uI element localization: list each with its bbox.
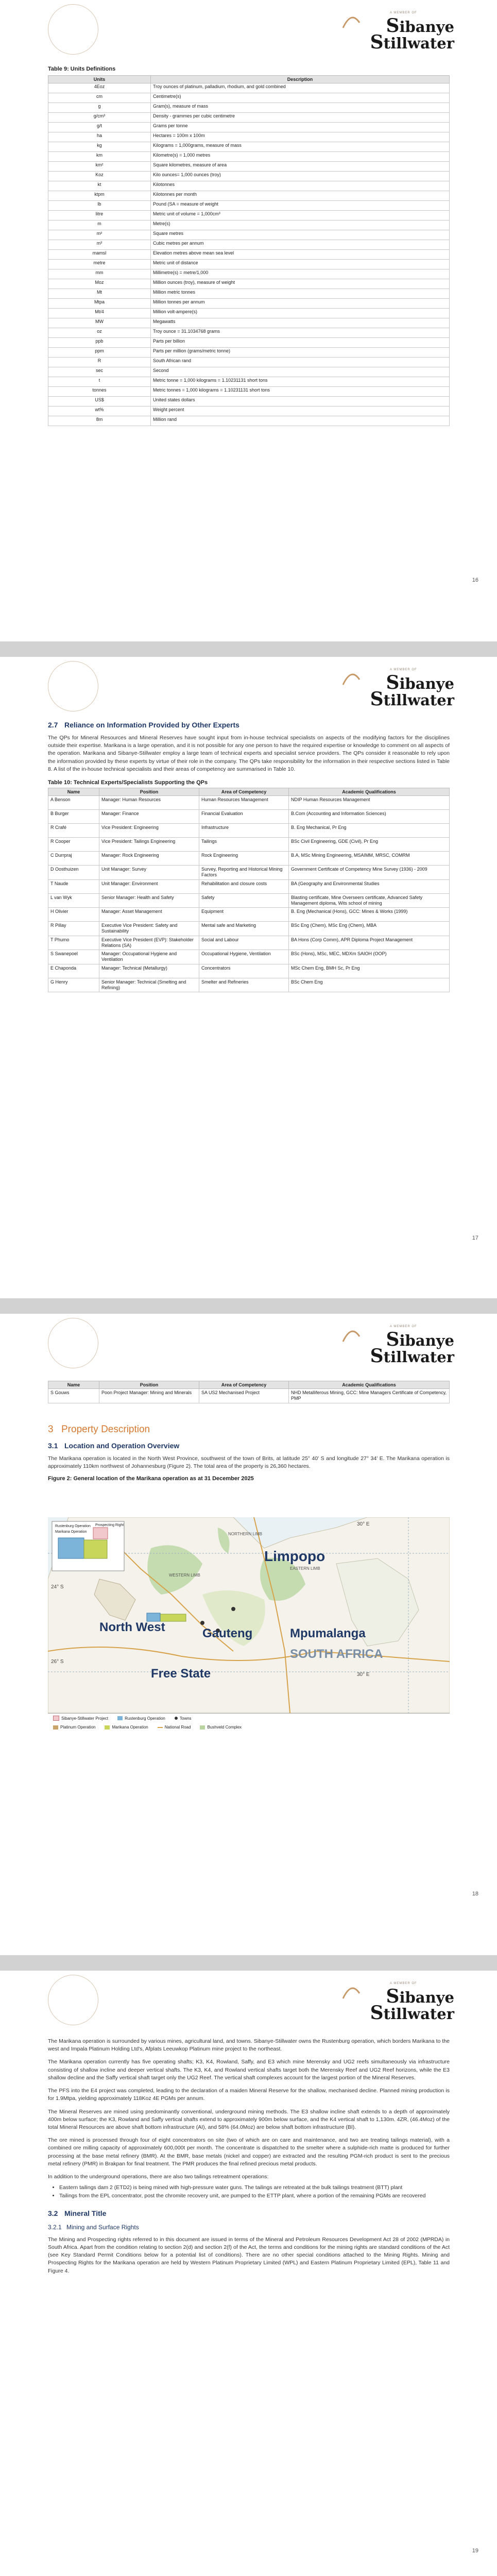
table-row — [48, 250, 450, 260]
table-cell: Million metric tonnes — [151, 289, 450, 299]
logo-cap-s2: S — [370, 2002, 384, 2024]
subsection-number: 3.2.1 — [48, 2223, 62, 2231]
table-cell: km — [48, 152, 151, 162]
column-header: Area of Competency — [199, 1381, 289, 1389]
table-cell: Cubic metres per annum — [151, 240, 450, 250]
list-item: • Tailings from the EPL concentrator, post the chromite recovery unit, are pumped to the ETTP plant, where a portion of the remaining PGMs are recovered — [59, 2192, 450, 2200]
inset-label-rustenburg: Rustenburg Operation — [55, 1524, 91, 1528]
column-header: Name — [48, 1381, 99, 1389]
table-cell: ppb — [48, 338, 151, 348]
table-cell: BA (Geography and Environmental Studies — [289, 879, 450, 893]
table-cell: t — [48, 377, 151, 387]
column-header: Description — [151, 76, 450, 83]
logo-word-stillwater: tillwater — [383, 35, 454, 52]
table-cell: lb — [48, 201, 151, 211]
table-cell: Mt/4 — [48, 309, 151, 318]
table-cell: m — [48, 221, 151, 230]
table-cell: Infrastructure — [199, 824, 289, 838]
table-row — [48, 279, 450, 289]
units-table — [48, 75, 450, 426]
table-cell: sec — [48, 367, 151, 377]
table-cell: BSc Civil Engineering, GDE (Civil), Pr Eng — [289, 838, 450, 852]
page-corner-circle — [48, 661, 98, 711]
logo-word-sibanye: ibanye — [399, 18, 454, 36]
table-cell: NDIP Human Resources Management — [289, 796, 450, 810]
page-corner-circle — [48, 4, 98, 55]
table-row — [48, 328, 450, 338]
legend-swatch — [117, 1716, 123, 1720]
table-cell: Tailings — [199, 838, 289, 852]
table-cell: Metric unit of volume = 1,000cm³ — [151, 211, 450, 221]
legend-swatch — [53, 1716, 59, 1721]
table-row — [48, 269, 450, 279]
table-cell: Million rand — [151, 416, 450, 426]
table-row — [48, 93, 450, 103]
table-row — [48, 240, 450, 250]
table-cell: oz — [48, 328, 151, 338]
table-row — [48, 964, 450, 978]
table-row — [48, 83, 450, 93]
table-cell: B Burger — [48, 810, 99, 824]
table-cell: B.Com (Accounting and Information Sciences) — [289, 810, 450, 824]
table-cell: A Benson — [48, 796, 99, 810]
table-cell: South African rand — [151, 358, 450, 367]
table-row — [48, 181, 450, 191]
table-row — [48, 367, 450, 377]
table-cell: Million tonnes per annum — [151, 299, 450, 309]
table-cell: Hectares = 100m x 100m — [151, 132, 450, 142]
logo-word-sibanye: ibanye — [399, 1989, 454, 2006]
table-cell: Vice President: Engineering — [99, 824, 199, 838]
logo-word-sibanye: ibanye — [399, 1332, 454, 1349]
table-cell: NHD Metalliferous Mining, GCC: Mine Managers Certificate of Competency, PMP — [289, 1389, 450, 1403]
paragraph: The PFS into the E4 project was completed, leading to the declaration of a maiden Mineral Reserve for the shallow, mechanised decline. Planned mining production is for 1.9Mtpa, yielding approximately 118Koz 4E PGMs per annum. — [48, 2088, 450, 2102]
legend-label: Sibanye-Stillwater Project — [61, 1716, 109, 1721]
table-row — [48, 103, 450, 113]
table-cell: Safety — [199, 893, 289, 908]
logo-cap-s1: S — [386, 1986, 400, 2007]
table-cell: cm — [48, 93, 151, 103]
table-cell: Weight percent — [151, 406, 450, 416]
section-paragraph: The Marikana operation is located in the North West Province, southwest of the town of Brits, at latitude 25° 40' S and longitude 27° 34' E. The Marikana operation is approximately 110km northwest of Johannesburg (Figure 2). The total area of the property is 26,360 hectares. — [48, 1455, 450, 1469]
bullet-list — [48, 2184, 450, 2199]
table-cell: B. Eng (Mechanical (Hons), GCC: Mines & Works (1999) — [289, 908, 450, 922]
section-paragraph: The QPs for Mineral Resources and Mineral Reserves have sought input from in-house technical specialists on aspects of the modifying factors for the disciplines outside their expertise. Marikana is a large operation, and it is not possible for any one person to have the required expertise or knowledge to comment on all aspects of the operation. Marikana and Sibanye-Stillwater employ a large team of technical experts and specialist service providers. The QPs consider it reasonable to rely upon the information provided by these experts by virtue of their role in the company. The QPs take responsibility for the information in their respective sections listed in Table 8. A list of the in-house technical specialists and their areas of competency are summarised in Table 10. — [48, 735, 450, 772]
paragraph: The ore mined is processed through four of eight concentrators on site (two of which are on care and maintenance, and two are treating tailings material), with a combined ore milling capacity of approximately 600,000t per month. The concentrate is dispatched to the smelter where a sulphide-rich matte is produced for further processing at the base metal refinery (BMR). At the BMR, base metals (nickel and copper) are extracted and the resulting PGM-rich product is sent to the precious metal refinery (PMR) in Brakpan for final treatment. The PMR produces the final refined precious metal products. — [48, 2137, 450, 2167]
table-cell: T Naude — [48, 879, 99, 893]
table-cell: Kilograms = 1,000grams, measure of mass — [151, 142, 450, 152]
table-cell: Koz — [48, 172, 151, 181]
table-row — [48, 908, 450, 922]
logo-cap-s2: S — [370, 31, 384, 53]
page-16 — [0, 0, 497, 641]
table-title: Table 10: Technical Experts/Specialists Supporting the QPs — [48, 779, 208, 786]
table-row — [48, 211, 450, 221]
table-cell: 8m — [48, 416, 151, 426]
page-number: 19 — [472, 2548, 478, 2554]
table-row — [48, 950, 450, 964]
table-cell: Troy ounces of platinum, palladium, rhodium, and gold combined — [151, 83, 450, 93]
logo-cap-s1: S — [386, 15, 400, 37]
logo-tagline: A MEMBER OF — [390, 1982, 417, 1985]
table-cell: Metre(s) — [151, 221, 450, 230]
table-cell: ppm — [48, 348, 151, 358]
table-row — [48, 299, 450, 309]
table-row — [48, 152, 450, 162]
table-cell: Grams per tonne — [151, 123, 450, 132]
table-cell: Density - grammes per cubic centimetre — [151, 113, 450, 123]
table-cell: Kilotonnes per month — [151, 191, 450, 201]
page-number: 18 — [472, 1891, 478, 1897]
legend-swatch — [175, 1717, 178, 1720]
table-cell: ha — [48, 132, 151, 142]
table-row — [48, 162, 450, 172]
page-17 — [0, 657, 497, 1298]
table-cell: MSc Chem Eng, BMH Sc, Pr Eng — [289, 964, 450, 978]
table-row — [48, 397, 450, 406]
figure-title: Figure 2: General location of the Marikana operation as at 31 December 2025 — [48, 1475, 254, 1482]
table-row — [48, 123, 450, 132]
table-cell: Manager: Occupational Hygiene and Ventilation — [99, 950, 199, 964]
table-cell: Survey, Reporting and Historical Mining Factors — [199, 866, 289, 880]
coord-label: 30° E — [357, 1521, 370, 1527]
logo-arc-icon — [341, 12, 362, 33]
table-row — [48, 113, 450, 123]
table-row — [48, 221, 450, 230]
chapter-title: Property Description — [61, 1423, 150, 1435]
inset-label-marikana: Marikana Operation — [55, 1530, 87, 1534]
location-map — [48, 1517, 450, 1739]
table-cell: Megawatts — [151, 318, 450, 328]
table-cell: R — [48, 358, 151, 367]
table-row — [48, 348, 450, 358]
region-mpumalanga: Mpumalanga — [290, 1626, 366, 1640]
table-cell: BA Hons (Corp Comm), APR Diploma Project Management — [289, 936, 450, 950]
table-cell: R Crafé — [48, 824, 99, 838]
table-row — [48, 824, 450, 838]
table-row — [48, 810, 450, 824]
label-eastern-limb: EASTERN LIMB — [290, 1566, 320, 1571]
logo-word-stillwater: tillwater — [383, 2005, 454, 2023]
label-western-limb: WESTERN LIMB — [169, 1573, 200, 1578]
town-marker — [200, 1621, 204, 1625]
table-cell: litre — [48, 211, 151, 221]
table-row — [48, 172, 450, 181]
legend-label: Bushveld Complex — [207, 1725, 242, 1730]
column-header: Position — [99, 1381, 199, 1389]
legend-label: Towns — [179, 1716, 192, 1721]
table-cell: wt% — [48, 406, 151, 416]
sibanye-stillwater-logo — [336, 1325, 454, 1366]
logo-word-stillwater: tillwater — [383, 691, 454, 709]
paragraph: The Marikana operation currently has five operating shafts; K3, K4, Rowland, Saffy, and E3 which mine Merensky and UG2 reefs simultaneously via infrastructure consisting of shallow incline and deeper vertical shafts. The K3, K4, and Rowland vertical shafts target both the Merensky Reef and UG2 Reef horizons, while the E3 shallow decline and the Saffy vertical shaft target only the UG2 Reef. The vertical shaft complexes account for the largest portion of the Mineral Reserves. — [48, 2059, 450, 2081]
table-cell: Metric tonnes = 1,000 kilograms = 1.10231131 short tons — [151, 387, 450, 397]
table-row — [48, 309, 450, 318]
table-cell: Manager: Human Resources — [99, 796, 199, 810]
table-cell: L van Wyk — [48, 893, 99, 908]
table-row — [48, 377, 450, 387]
table-cell: Manager: Asset Management — [99, 908, 199, 922]
table-row — [48, 978, 450, 992]
table-cell: Square metres — [151, 230, 450, 240]
table-cell: m³ — [48, 240, 151, 250]
table-row — [48, 796, 450, 810]
table-cell: Metric tonne = 1,000 kilograms = 1.10231131 short tons — [151, 377, 450, 387]
table-cell: S Swanepoel — [48, 950, 99, 964]
legend-label: Platinum Operation — [60, 1725, 96, 1730]
table-cell: 4Eoz — [48, 83, 151, 93]
inset-label-prospecting: Prospecting Right — [95, 1523, 124, 1527]
table-cell: Vice President: Tailings Engineering — [99, 838, 199, 852]
table-cell: G Henry — [48, 978, 99, 992]
table-cell: B.A, MSc Mining Engineering, MSAIMM, MRSC, COMRM — [289, 852, 450, 866]
experts-table-continued — [48, 1381, 450, 1403]
table-cell: Troy ounce = 31.1034768 grams — [151, 328, 450, 338]
table-cell: ktpm — [48, 191, 151, 201]
table-row — [48, 358, 450, 367]
table-cell: B. Eng Mechanical, Pr Eng — [289, 824, 450, 838]
subsection-heading — [48, 2224, 450, 2231]
paragraph: In addition to the underground operations, there are also two tailings retreatment operations: — [48, 2174, 269, 2180]
section-heading — [48, 1442, 450, 1450]
table-cell: Square kilometres, measure of area — [151, 162, 450, 172]
table-row — [48, 338, 450, 348]
table-cell: Kilo ounces= 1,000 ounces (troy) — [151, 172, 450, 181]
column-header: Academic Qualifications — [289, 1381, 450, 1389]
table-row — [48, 922, 450, 936]
paragraph: The Mining and Prospecting rights referred to in this document are issued in terms of the Mineral and Petroleum Resources Development Act 28 of 2002 (MPRDA) in South Africa. Apart from the condition relating to section 2(d) and section 2(f) of the Act, the terms and conditions for the mining rights are standard conditions of the Act (see Key Standard Permit Conditions below for a potential list of conditions). There are no other special conditions attached to the Mining Rights. Mining and Prospecting Rights for the Marikana operation are held by Western Platinum Proprietary Limited (WPL) and Eastern Platinum Proprietary Limited (EPL), Table 11 and Figure 4. — [48, 2236, 450, 2274]
section-heading — [48, 721, 450, 729]
table-cell: BSc (Hons), MSc, MEC, MDXm SAIOH (OOP) — [289, 950, 450, 964]
column-header: Units — [48, 76, 151, 83]
legend-label: National Road — [164, 1725, 191, 1730]
town-marker — [231, 1607, 235, 1611]
table-cell: BSc Chem Eng — [289, 978, 450, 992]
table-title: Table 9: Units Definitions — [48, 66, 116, 72]
column-header: Academic Qualifications — [289, 788, 450, 796]
table-cell: g — [48, 103, 151, 113]
column-header: Position — [99, 788, 199, 796]
table-cell: Manager: Rock Engineering — [99, 852, 199, 866]
table-row — [48, 838, 450, 852]
table-cell: g/t — [48, 123, 151, 132]
sibanye-stillwater-logo — [336, 11, 454, 53]
section-number: 3.1 — [48, 1441, 58, 1450]
legend-swatch — [158, 1727, 163, 1728]
table-row — [48, 866, 450, 880]
column-header: Area of Competency — [199, 788, 289, 796]
table-cell: Senior Manager: Technical (Smelting and Refining) — [99, 978, 199, 992]
logo-arc-icon — [341, 669, 362, 690]
section-title: Mineral Title — [64, 2209, 107, 2217]
table-row — [48, 387, 450, 397]
table-cell: Equipment — [199, 908, 289, 922]
table-cell: H Olivier — [48, 908, 99, 922]
table-cell: Senior Manager: Health and Safety — [99, 893, 199, 908]
table-row — [48, 1389, 450, 1403]
logo-arc-icon — [341, 1326, 362, 1347]
section-number: 2.7 — [48, 721, 58, 729]
table-row — [48, 230, 450, 240]
column-header: Name — [48, 788, 99, 796]
subsection-title: Mining and Surface Rights — [66, 2223, 139, 2231]
table-row — [48, 893, 450, 908]
logo-cap-s2: S — [370, 688, 384, 710]
table-row — [48, 852, 450, 866]
table-cell: Rock Engineering — [199, 852, 289, 866]
paragraph: The Mineral Reserves are mined using predominantly conventional, underground mining methods. The E3 shallow incline shaft extends to a depth of approximately 400m below surface; the K3, Rowland and Saffy vertical shafts extend to approximately 900m below surface, and the K4 vertical shaft to 1,130m. 4ZR, (46.4Moz) of the total Mineral Resources are above shaft bottom infrastructure (AI), and 58% (64.0Moz) are below shaft bottom infrastructure (BI). — [48, 2108, 450, 2130]
sibanye-stillwater-logo — [336, 668, 454, 709]
table-cell: Million ounces (troy), measure of weight — [151, 279, 450, 289]
table-cell: Pound (SA = measure of weight — [151, 201, 450, 211]
region-south-africa: SOUTH AFRICA — [290, 1647, 383, 1661]
logo-arc-icon — [341, 1983, 362, 2004]
table-cell: United states dollars — [151, 397, 450, 406]
page-number: 16 — [472, 577, 478, 583]
table-row — [48, 936, 450, 950]
table-cell: Blasting certificate, Mine Overseers certificate, Advanced Safety Management diploma, Wits school of mining — [289, 893, 450, 908]
table-cell: Manager: Finance — [99, 810, 199, 824]
coord-label: 26° S — [51, 1659, 64, 1665]
logo-tagline: A MEMBER OF — [390, 1325, 417, 1328]
table-cell: Unit Manager: Survey — [99, 866, 199, 880]
inset-legend — [55, 1523, 91, 1535]
table-cell: R Cooper — [48, 838, 99, 852]
legend-label: Marikana Operation — [112, 1725, 148, 1730]
table-row — [48, 416, 450, 426]
table-cell: Elevation metres above mean sea level — [151, 250, 450, 260]
table-cell: mamsl — [48, 250, 151, 260]
logo-tagline: A MEMBER OF — [390, 11, 417, 14]
table-cell: kt — [48, 181, 151, 191]
table-cell: US$ — [48, 397, 151, 406]
table-cell: S Gouws — [48, 1389, 99, 1403]
table-cell: Kilotonnes — [151, 181, 450, 191]
table-cell: kg — [48, 142, 151, 152]
label-northern-limb: NORTHERN LIMB — [228, 1532, 263, 1536]
table-cell: Smelter and Refineries — [199, 978, 289, 992]
table-row — [48, 191, 450, 201]
table-cell: tonnes — [48, 387, 151, 397]
table-row — [48, 879, 450, 893]
table-cell: Mt — [48, 289, 151, 299]
logo-word-stillwater: tillwater — [383, 1348, 454, 1366]
table-row — [48, 201, 450, 211]
table-row — [48, 142, 450, 152]
table-row — [48, 289, 450, 299]
logo-cap-s1: S — [386, 672, 400, 693]
sibanye-stillwater-logo — [336, 1982, 454, 2023]
table-cell: Mtpa — [48, 299, 151, 309]
section-number: 3.2 — [48, 2209, 58, 2217]
table-cell: Manager: Technical (Metallurgy) — [99, 964, 199, 978]
page-18 — [0, 1314, 497, 1955]
table-row — [48, 318, 450, 328]
table-cell: Concentrators — [199, 964, 289, 978]
table-cell: g/cm³ — [48, 113, 151, 123]
page-corner-circle — [48, 1318, 98, 1368]
table-cell: Moz — [48, 279, 151, 289]
map-legend — [48, 1713, 450, 1739]
table-cell: Government Certificate of Competency Mine Survey (1936) - 2009 — [289, 866, 450, 880]
table-cell: Social and Labour — [199, 936, 289, 950]
table-cell: D Oosthuizen — [48, 866, 99, 880]
region-limpopo: Limpopo — [264, 1548, 325, 1564]
table-cell: Executive Vice President: Safety and Sustainability — [99, 922, 199, 936]
table-cell: T Phumo — [48, 936, 99, 950]
region-free-state: Free State — [151, 1667, 211, 1681]
table-cell: BSc Eng (Chem), MSc Eng (Chem), MBA — [289, 922, 450, 936]
section-title: Location and Operation Overview — [64, 1441, 180, 1450]
page-19 — [0, 1971, 497, 2576]
table-cell: metre — [48, 260, 151, 269]
table-row — [48, 406, 450, 416]
table-cell: Kilometre(s) = 1,000 metres — [151, 152, 450, 162]
legend-swatch — [53, 1725, 58, 1730]
chapter-number: 3 — [48, 1423, 54, 1435]
logo-cap-s1: S — [386, 1329, 400, 1350]
legend-label: Rustenburg Operation — [125, 1716, 165, 1721]
table-cell: Parts per million (grams/metric tonne) — [151, 348, 450, 358]
table-cell: Millimetre(s) = metre/1,000 — [151, 269, 450, 279]
table-cell: Centimetre(s) — [151, 93, 450, 103]
table-cell: Rehabilitation and closure costs — [199, 879, 289, 893]
logo-word-sibanye: ibanye — [399, 675, 454, 692]
table-cell: Metric unit of distance — [151, 260, 450, 269]
table-row — [48, 260, 450, 269]
table-cell: R Pillay — [48, 922, 99, 936]
coord-label: 24° S — [51, 1584, 64, 1590]
table-cell: C Durrpraj — [48, 852, 99, 866]
experts-table — [48, 788, 450, 992]
table-cell: km² — [48, 162, 151, 172]
region-gauteng: Gauteng — [202, 1626, 253, 1640]
map-graphic — [48, 1517, 450, 1713]
table-cell: mm — [48, 269, 151, 279]
chapter-heading — [48, 1424, 450, 1435]
paragraph: The Marikana operation is surrounded by various mines, agricultural land, and towns. Sibanye-Stillwater owns the Rustenburg operation, which borders Marikana to the west and Impala Platinum Holding Ltd's, Afplats Leeuwkop Platinum mine project to the northeast. — [48, 2038, 450, 2053]
region-north-west: North West — [99, 1620, 165, 1634]
coord-label: 30° E — [357, 1672, 370, 1677]
table-cell: Financial Evaluation — [199, 810, 289, 824]
table-cell: Executive Vice President (EVP): Stakeholder Relations (SA) — [99, 936, 199, 950]
table-cell: E Chaponda — [48, 964, 99, 978]
legend-swatch — [200, 1725, 205, 1730]
table-cell: m² — [48, 230, 151, 240]
table-cell: Gram(s), measure of mass — [151, 103, 450, 113]
list-item: • Eastern tailings dam 2 (ETD2) is being mined with high-pressure water guns. The tailings are retreated at the bulk tailings treatment (BTT) plant — [59, 2184, 450, 2192]
legend-swatch — [105, 1725, 110, 1730]
table-cell: Poon Project Manager: Mining and Minerals — [99, 1389, 199, 1403]
table-cell: Occupational Hygiene, Ventilation — [199, 950, 289, 964]
page-number: 17 — [472, 1235, 478, 1241]
logo-cap-s2: S — [370, 1345, 384, 1367]
table-cell: SA US2 Mechanised Project — [199, 1389, 289, 1403]
logo-tagline: A MEMBER OF — [390, 668, 417, 671]
page-corner-circle — [48, 1975, 98, 2025]
table-cell: Human Resources Management — [199, 796, 289, 810]
table-row — [48, 132, 450, 142]
table-cell: Million volt-ampere(s) — [151, 309, 450, 318]
table-cell: Second — [151, 367, 450, 377]
section-title: Reliance on Information Provided by Other Experts — [64, 721, 239, 729]
table-cell: Parts per billion — [151, 338, 450, 348]
table-cell: Mental safe and Marketing — [199, 922, 289, 936]
table-cell: MW — [48, 318, 151, 328]
table-cell: Unit Manager: Environment — [99, 879, 199, 893]
section-heading — [48, 2209, 450, 2217]
